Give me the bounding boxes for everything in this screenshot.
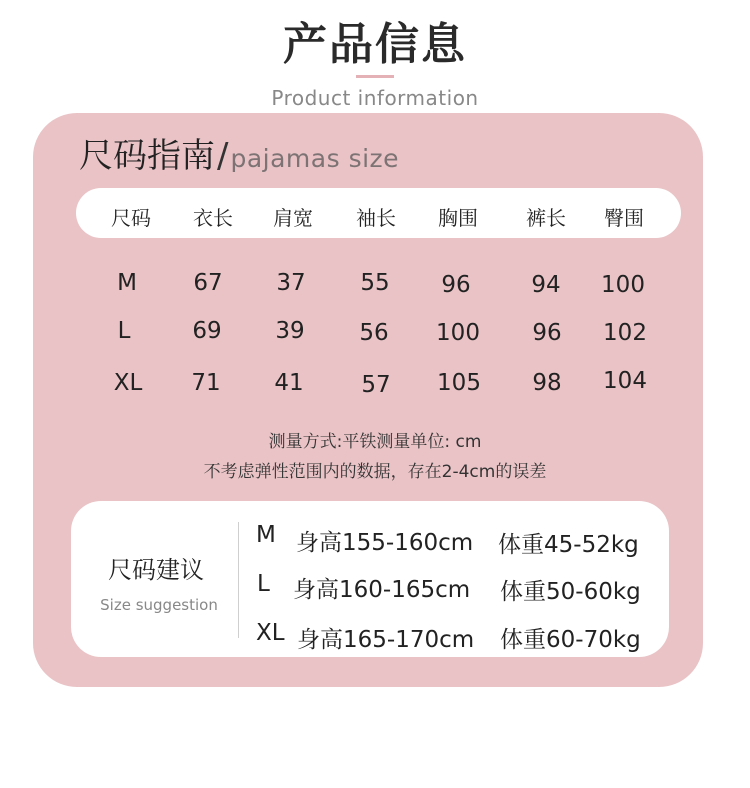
size-guide-title-cn: 尺码指南 xyxy=(79,136,215,176)
table-cell: 100 xyxy=(601,272,645,298)
measurement-note: 测量方式:平铁测量单位: cm xyxy=(268,432,482,452)
page-title: 产品信息 xyxy=(283,19,467,70)
tolerance-note: 不考虑弹性范围内的数据，存在2-4cm的误差 xyxy=(203,462,547,482)
table-cell: 98 xyxy=(532,370,562,396)
suggestion-size: XL xyxy=(256,620,285,646)
column-header-size: 尺码 xyxy=(111,206,151,230)
table-cell: 96 xyxy=(441,272,471,298)
column-header-sleeve: 袖长 xyxy=(356,206,396,230)
table-cell: 96 xyxy=(532,320,562,346)
suggestion-height: 身高165-170cm xyxy=(297,627,475,653)
suggestion-weight: 体重45-52kg xyxy=(498,532,639,558)
table-cell: 67 xyxy=(193,270,223,296)
table-cell: 55 xyxy=(360,270,390,296)
suggestion-height: 身高155-160cm xyxy=(296,530,474,556)
suggestion-weight: 体重50-60kg xyxy=(500,579,641,605)
table-cell: 105 xyxy=(437,370,481,396)
table-cell: XL xyxy=(113,370,143,396)
suggestion-divider xyxy=(238,522,239,638)
suggestion-height: 身高160-165cm xyxy=(293,577,471,603)
column-header-length: 衣长 xyxy=(193,206,233,230)
table-cell: 57 xyxy=(361,372,391,398)
size-guide-title-slash: / xyxy=(217,136,229,176)
column-header-chest: 胸围 xyxy=(438,206,478,230)
column-header-shoulder: 肩宽 xyxy=(273,206,313,230)
column-header-pants-length: 裤长 xyxy=(526,206,566,230)
suggestion-size: M xyxy=(256,522,276,548)
suggestion-size: L xyxy=(257,571,270,597)
table-cell: 56 xyxy=(359,320,389,346)
table-cell: 100 xyxy=(436,320,480,346)
size-guide-title xyxy=(79,128,399,177)
table-cell: 39 xyxy=(275,318,305,344)
table-cell: 41 xyxy=(274,370,304,396)
table-cell: 71 xyxy=(191,370,221,396)
table-cell: 104 xyxy=(603,368,647,394)
column-header-hip: 臀围 xyxy=(604,206,644,230)
table-cell: 69 xyxy=(192,318,222,344)
size-suggestion-subtitle: Size suggestion xyxy=(100,596,218,614)
size-guide-title-en: pajamas size xyxy=(230,144,400,173)
table-cell: M xyxy=(117,270,137,296)
page-subtitle: Product information xyxy=(271,86,479,110)
size-suggestion-title: 尺码建议 xyxy=(108,556,204,584)
table-cell: 102 xyxy=(603,320,647,346)
table-cell: 37 xyxy=(276,270,306,296)
table-cell: 94 xyxy=(531,272,561,298)
title-underline xyxy=(356,75,394,78)
suggestion-weight: 体重60-70kg xyxy=(500,627,641,653)
table-cell: L xyxy=(117,318,131,344)
